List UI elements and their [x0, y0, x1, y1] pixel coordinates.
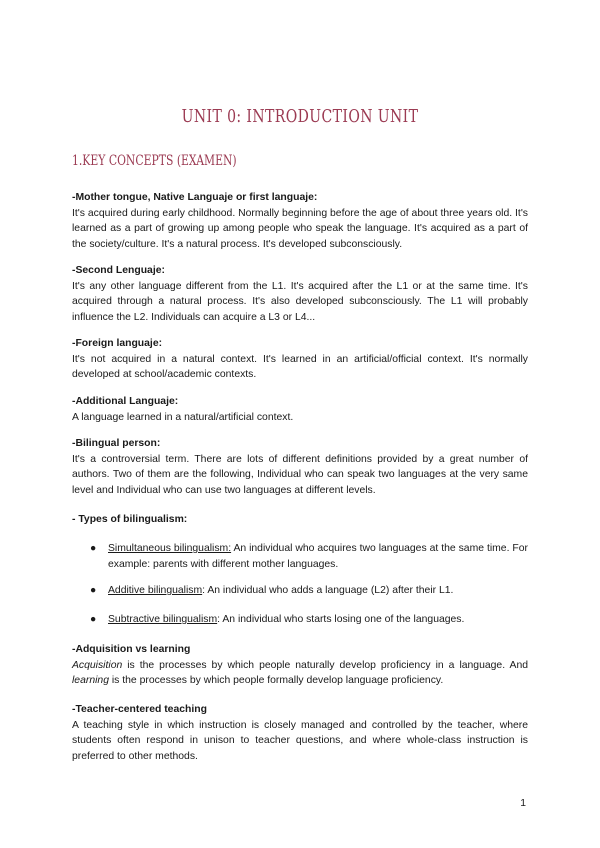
- definition-heading: - Types of bilingualism:: [72, 514, 188, 525]
- bullet-icon: ●: [90, 614, 97, 625]
- list-item-text: : An individual who adds a language (L2) after their L1.: [202, 585, 454, 596]
- adquisition-vs-learning: [72, 642, 528, 689]
- bilingualism-list: [72, 541, 528, 572]
- list-item: [72, 583, 528, 599]
- definition-body: It's any other language different from the L1. It's acquired after the L1 or at the same time. It's acquired through a natural process. It's also developed subconsciously. The L1 will probably influence the L2. Individuals can acquire a L3 or L4...: [72, 280, 528, 323]
- definition-second-language: [72, 263, 528, 325]
- bullet-icon: ●: [90, 585, 97, 596]
- list-item-term: Subtractive bilingualism: [108, 614, 218, 625]
- definition-heading: -Bilingual person:: [72, 438, 161, 449]
- teacher-centered-teaching: [72, 702, 528, 764]
- definition-foreign-language: [72, 336, 528, 383]
- definition-mother-tongue: [72, 190, 528, 252]
- definition-body: It's a controversial term. There are lots of different definitions provided by a great number of authors. Two of them are the following, Individual who can speak two languages at the very same level and Individual who can use two languages at different levels.: [72, 453, 528, 496]
- term-learning: learning: [72, 675, 109, 686]
- definition-heading: -Teacher-centered teaching: [72, 704, 207, 715]
- bullet-icon: ●: [90, 543, 97, 554]
- definition-heading: -Foreign languaje:: [72, 338, 163, 349]
- definition-body: It's acquired during early childhood. Normally beginning before the age of about three years old. It's learned as a part of growing up among people who speak the language. It's acquired as a part of the society/culture. It's a natural process. It's developed subconsciously.: [72, 207, 528, 250]
- definition-additional-language: [72, 394, 528, 425]
- list-item-text: An individual who acquires two languages at the same time. For example: parents with different mother languages.: [108, 543, 528, 570]
- definition-body: [72, 658, 528, 689]
- types-of-bilingualism: [72, 512, 528, 528]
- term-acquisition: Acquisition: [72, 659, 123, 671]
- list-item: [72, 612, 528, 628]
- definition-bilingual-person: [72, 436, 528, 498]
- definition-text: is the processes by which people naturally develop proficiency in a language. And: [122, 659, 528, 671]
- page-number: 1: [520, 798, 526, 809]
- definition-heading: -Adquisition vs learning: [72, 644, 191, 655]
- definition-heading: -Additional Languaje:: [72, 396, 179, 407]
- list-item-term: Simultaneous bilingualism:: [108, 543, 232, 554]
- list-item-text: : An individual who starts losing one of the languages.: [217, 614, 465, 625]
- definition-body: A teaching style in which instruction is closely managed and controlled by the teacher, where students often respond in unison to teacher questions, and where whole-class instruction is preferred to other methods.: [72, 719, 528, 762]
- definition-body: It's not acquired in a natural context. It's learned in an artificial/official context. It's normally developed at school/academic contexts.: [72, 353, 528, 380]
- list-item-term: Additive bilingualism: [108, 585, 203, 596]
- bilingualism-list: [72, 583, 528, 599]
- page-title: UNIT 0: INTRODUCTION UNIT: [181, 106, 419, 127]
- bilingualism-list: [72, 612, 528, 628]
- definition-body: A language learned in a natural/artificial context.: [72, 411, 294, 423]
- definition-heading: -Second Lenguaje:: [72, 265, 165, 276]
- definition-text: is the processes by which people formally develop language proficiency.: [108, 675, 444, 686]
- section-heading: 1.KEY CONCEPTS (EXAMEN): [72, 153, 237, 169]
- definition-heading: -Mother tongue, Native Languaje or first languaje:: [72, 192, 318, 203]
- list-item: [72, 541, 528, 572]
